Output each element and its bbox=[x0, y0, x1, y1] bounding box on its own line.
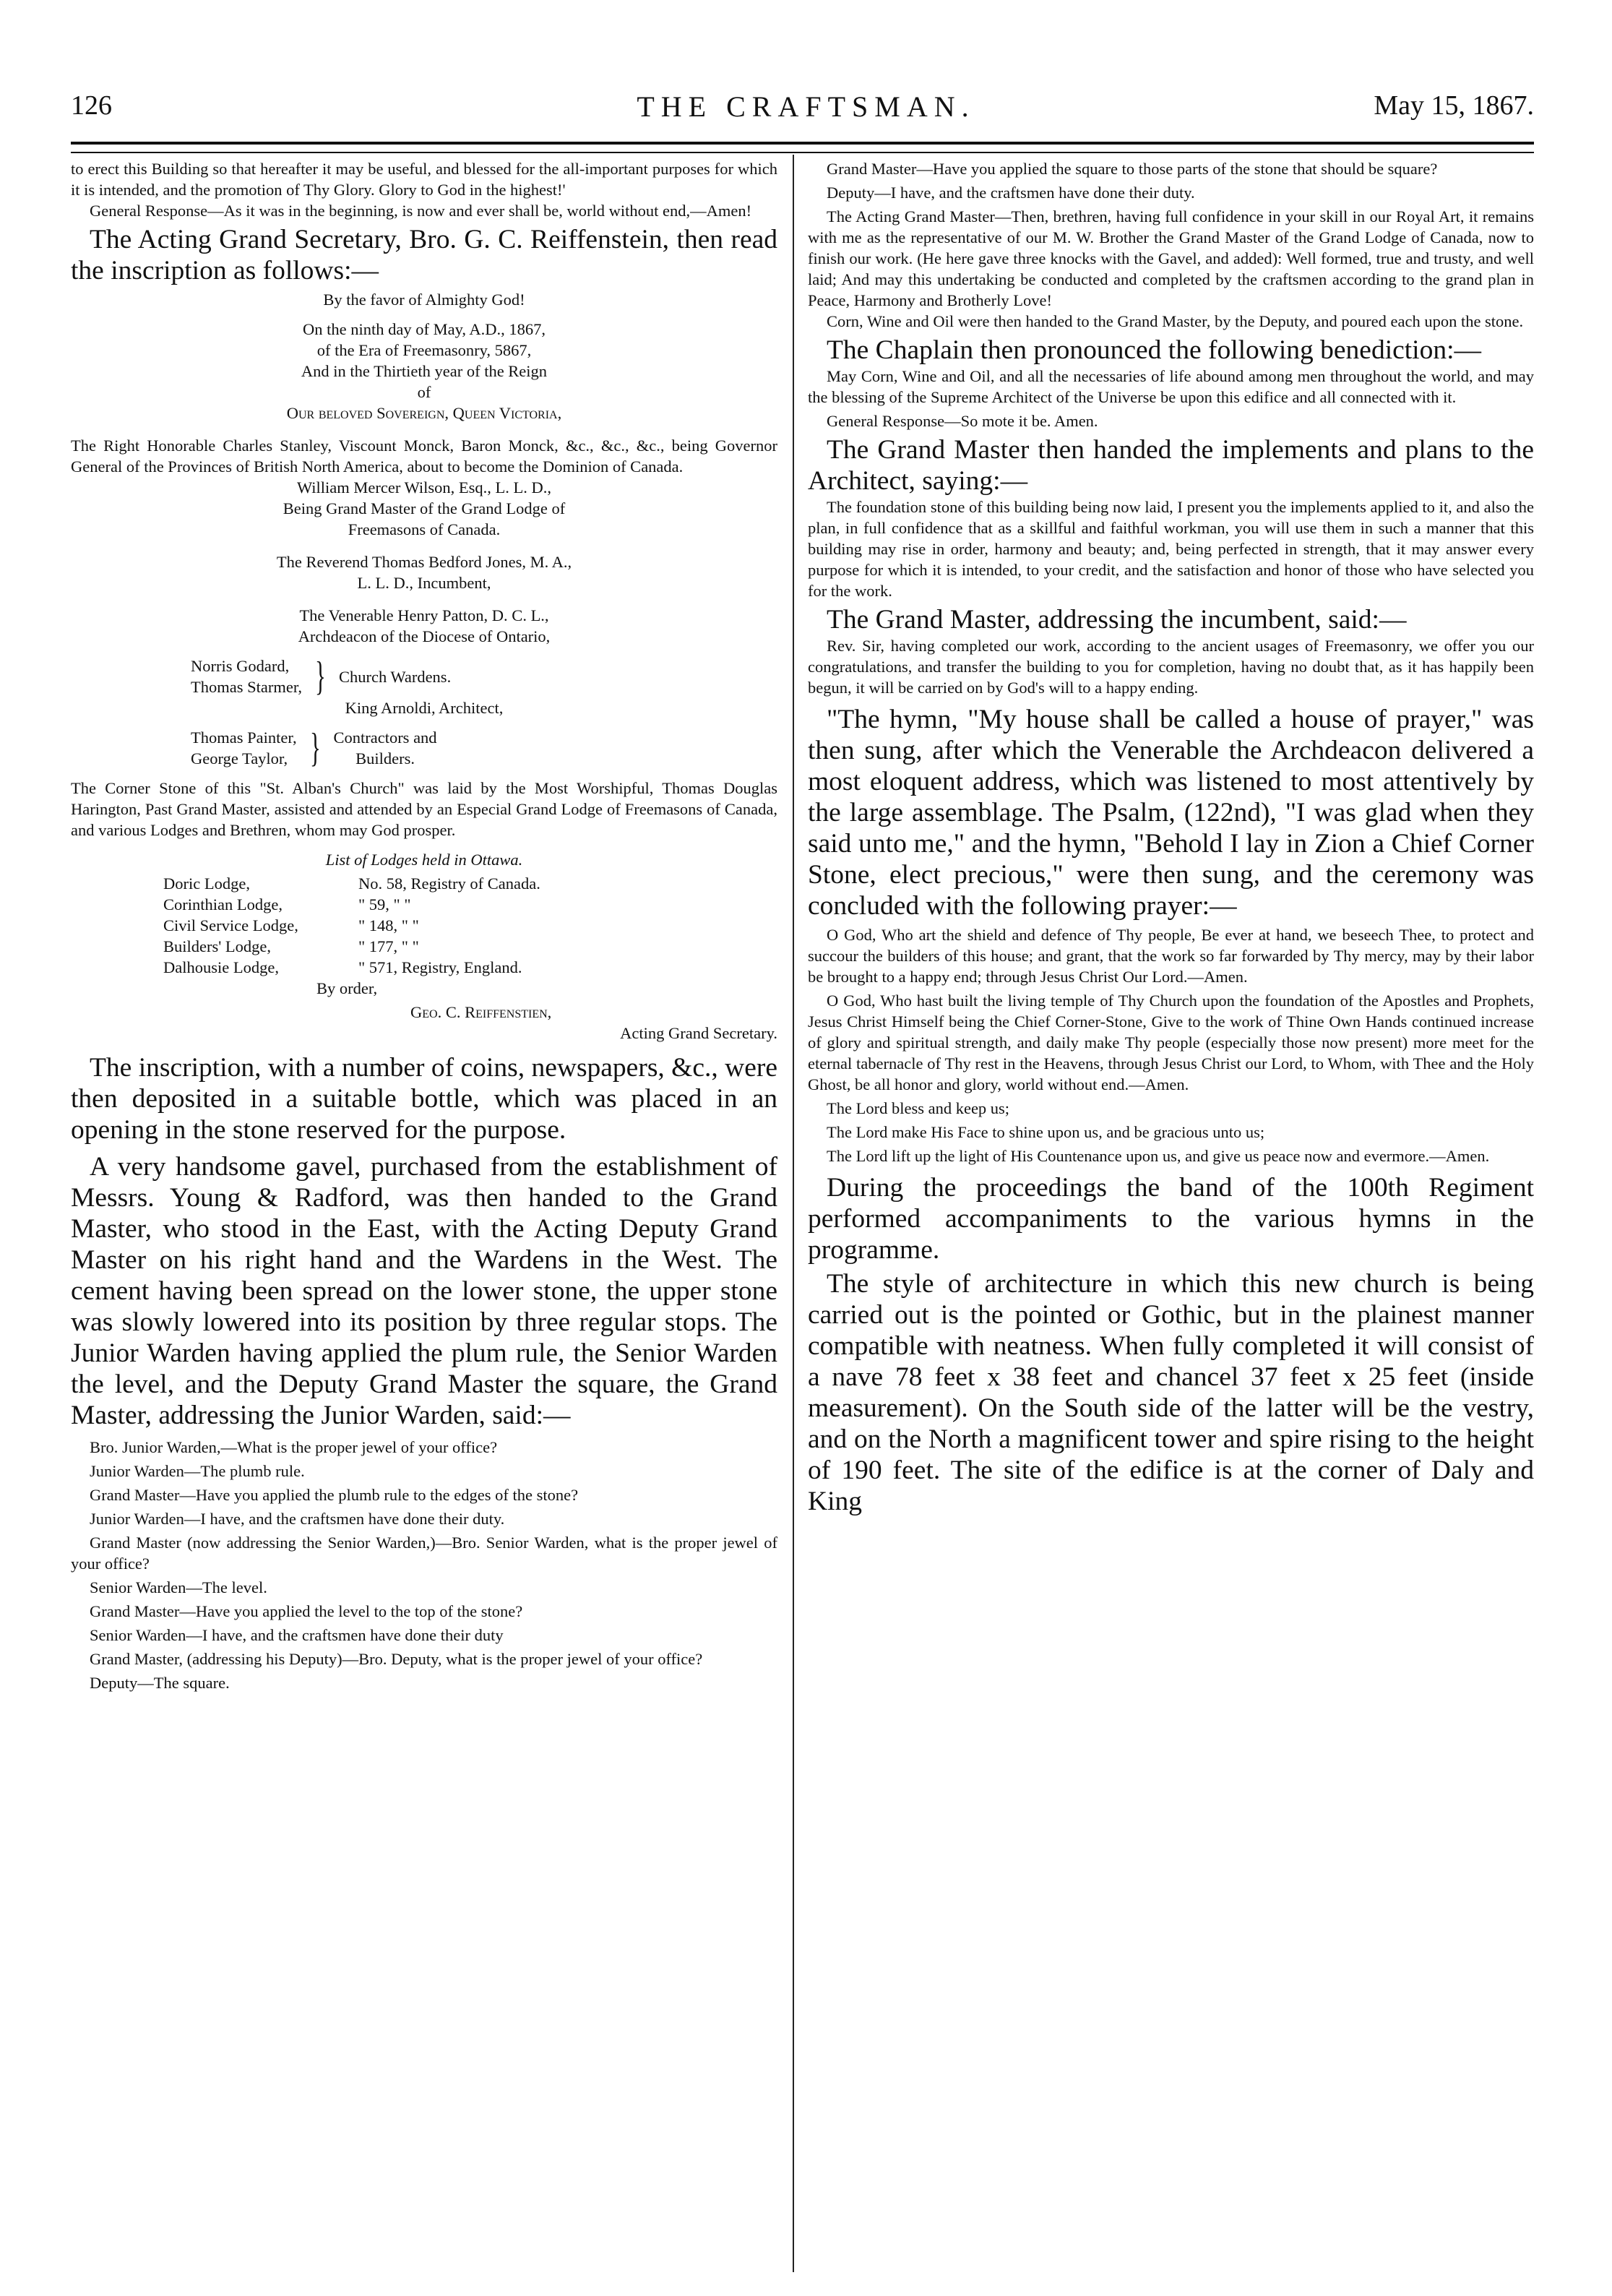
incumbent-intro: The Grand Master, addressing the incumbent, said:— bbox=[827, 605, 1407, 635]
dialogue-line: Grand Master—Have you applied the square to those parts of the stone that should be square? bbox=[827, 160, 1438, 178]
blessing-line: The Lord make His Face to shine upon us, and be gracious unto us; bbox=[827, 1123, 1265, 1141]
page-number: 126 bbox=[71, 90, 112, 121]
lodge-row bbox=[163, 873, 777, 894]
inscription-line: Being Grand Master of the Grand Lodge of bbox=[283, 499, 566, 517]
dialogue-line: Deputy—The square. bbox=[90, 1674, 230, 1692]
signature-name: Geo. C. Reiffenstien, bbox=[410, 1003, 552, 1021]
warden-name: Norris Godard, bbox=[191, 657, 290, 675]
dialogue-line: Grand Master (now addressing the Senior Warden,)—Bro. Senior Warden, what is the proper jewel of your office? bbox=[71, 1534, 777, 1573]
corn-wine-oil: Corn, Wine and Oil were then handed to the Grand Master, by the Deputy, and poured each upon the stone. bbox=[827, 312, 1524, 330]
page-header bbox=[0, 90, 1612, 133]
header-rule-thick bbox=[71, 142, 1534, 145]
lodge-name: Dalhousie Lodge, bbox=[163, 958, 279, 976]
inscription-line: of the Era of Freemasonry, 5867, bbox=[316, 341, 532, 359]
blessing-line: The Lord bless and keep us; bbox=[827, 1099, 1010, 1117]
column-divider bbox=[793, 155, 794, 2272]
inscription-line: The Reverend Thomas Bedford Jones, M. A., bbox=[276, 553, 572, 571]
prayer: O God, Who hast built the living temple of Thy Church upon the foundation of the Apostles and Prophets, Jesus Christ Himself being the Chief Corner-Stone, Give to the work of Thine Own Hands continued increase of glory and spiritual strength, and daily make Thy people (especially those now present) more meet for the eternal tabernacle of Thy rest in the Heavens, through Jesus Christ our Lord, to Whom, with Thee and the Holy Ghost, be all honor and glory, world without end.—Amen. bbox=[808, 992, 1534, 1093]
lodge-detail: " 571, Registry, England. bbox=[358, 958, 522, 976]
prayer: O God, Who art the shield and defence of Thy people, Be ever at hand, we beseech Thee, to protect and succour the builders of this house; and grant, that the work so far forwarded by Thy mercy, may by their labor be brought to a happy end; through Jesus Christ Our Lord.—Amen. bbox=[808, 926, 1534, 986]
inscription-line: Archdeacon of the Diocese of Ontario, bbox=[298, 627, 551, 645]
dialogue-line: Senior Warden—The level. bbox=[90, 1578, 267, 1596]
chaplain-intro: The Chaplain then pronounced the following benediction:— bbox=[827, 335, 1482, 365]
lodge-detail: " 59, " " bbox=[358, 895, 411, 913]
blessing-line: The Lord lift up the light of His Countenance upon us, and give us peace now and evermore.—Amen. bbox=[827, 1147, 1490, 1165]
lodge-name: Civil Service Lodge, bbox=[163, 916, 298, 934]
lodge-detail: " 177, " " bbox=[358, 937, 419, 955]
dialogue-line: Grand Master—Have you applied the plumb rule to the edges of the stone? bbox=[90, 1486, 579, 1504]
inscription-deposit-paragraph: The inscription, with a number of coins, newspapers, &c., were then deposited in a suitable bottle, which was placed in an opening in the stone reserved for the purpose. bbox=[71, 1053, 777, 1145]
dialogue-line: Grand Master—Have you applied the level to the top of the stone? bbox=[90, 1602, 523, 1620]
builders-label: Contractors and bbox=[333, 728, 437, 747]
acting-grand-master-speech: The Acting Grand Master—Then, brethren, having full confidence in your skill in our Royal Art, it remains with me as the representative of our M. W. Brother the Grand Master of the Grand Lodge of Canada, now to finish our work. (He here gave three knocks with the Gavel, and added): Well formed, true and trusty, and well laid; And may this undertaking be conducted and completed by the craftsmen according to the grand plan in Peace, Harmony and Brotherly Love! bbox=[808, 207, 1534, 309]
benediction: May Corn, Wine and Oil, and all the necessaries of life abound among men throughout the world, and may the blessing of the Supreme Architect of the Universe be upon this edifice and all connected with it. bbox=[808, 367, 1534, 406]
dialogue-line: Junior Warden—I have, and the craftsmen have done their duty. bbox=[90, 1510, 505, 1528]
hymn-paragraph: "The hymn, "My house shall be called a house of prayer," was then sung, after which the Venerable the Archdeacon delivered a most eloquent address, which was listened to most attentively by the large assemblage. The Psalm, (122nd), "I was glad when they said unto me," and the hymn, "Behold I lay in Zion a Chief Corner Stone, elect precious," were then sung, and the ceremony was concluded with the following prayer:— bbox=[808, 705, 1534, 921]
lodge-name: Builders' Lodge, bbox=[163, 937, 272, 955]
lodge-row bbox=[163, 957, 777, 978]
lodge-name: Doric Lodge, bbox=[163, 874, 250, 893]
inscription-intro: The Acting Grand Secretary, Bro. G. C. Reiffenstein, then read the inscription as follows:— bbox=[71, 225, 777, 285]
gavel-paragraph: A very handsome gavel, purchased from the establishment of Messrs. Young & Radford, was then handed to the Grand Master, who stood in the East, with the Acting Deputy Grand Master on his right hand and the Wardens in the West. The cement having been spread on the lower stone, the upper stone was slowly lowered into its position by three regular stops. The Junior Warden having applied the plum rule, the Senior Warden the level, and the Deputy Grand Master the square, the Grand Master, addressing the Junior Warden, said:— bbox=[71, 1152, 777, 1430]
lodges-list bbox=[163, 873, 777, 978]
inscription-line: William Mercer Wilson, Esq., L. L. D., bbox=[296, 478, 552, 496]
builder-name: George Taylor, bbox=[191, 749, 288, 768]
dialogue-line: Senior Warden—I have, and the craftsmen have done their duty bbox=[90, 1626, 504, 1644]
builder-name: Thomas Painter, bbox=[191, 728, 297, 747]
inscription-line: L. L. D., Incumbent, bbox=[357, 574, 491, 592]
dialogue-line: Junior Warden—The plumb rule. bbox=[90, 1462, 305, 1480]
corner-stone-paragraph: The Corner Stone of this "St. Alban's Church" was laid by the Most Worshipful, Thomas Douglas Harington, Past Grand Master, assisted and attended by an Especial Grand Lodge of Freemasons of Canada, and various Lodges and Brethren, whom may God prosper. bbox=[71, 779, 777, 839]
general-response: General Response—As it was in the beginning, is now and ever shall be, world without end,—Amen! bbox=[90, 202, 752, 220]
signature-title: Acting Grand Secretary. bbox=[620, 1024, 777, 1042]
builders-label: Builders. bbox=[355, 749, 415, 768]
inscription-line: By the favor of Almighty God! bbox=[323, 291, 525, 309]
brace-glyph: } bbox=[315, 654, 326, 699]
lodge-row bbox=[163, 894, 777, 915]
architect-speech: The foundation stone of this building being now laid, I present you the implements applied to it, and also the plan, in full confidence that as a skillful and faithful workman, you will use them in such a manner that this building may rise in order, harmony and beauty; and, being perfected in strength, that it may answer every purpose for which it is intended, to your credit, and the satisfaction and honor of those who have selected you for the work. bbox=[808, 498, 1534, 600]
wardens-label: Church Wardens. bbox=[338, 667, 452, 686]
dialogue-line: Deputy—I have, and the craftsmen have done their duty. bbox=[827, 184, 1195, 202]
lodges-title: List of Lodges held in Ottawa. bbox=[325, 851, 523, 869]
inscription-line: On the ninth day of May, A.D., 1867, bbox=[302, 320, 546, 338]
lodge-row bbox=[163, 915, 777, 936]
inscription-line: of bbox=[417, 383, 431, 401]
general-response: General Response—So mote it be. Amen. bbox=[827, 412, 1098, 430]
church-wardens-block bbox=[191, 655, 777, 697]
architect-line: King Arnoldi, Architect, bbox=[345, 699, 504, 717]
inscription-line: Freemasons of Canada. bbox=[348, 520, 501, 538]
lodge-detail: " 148, " " bbox=[358, 916, 419, 934]
right-column bbox=[808, 158, 1534, 2269]
incumbent-speech: Rev. Sir, having completed our work, according to the ancient usages of Freemasonry, we offer you our congratulations, and transfer the building to you for completion, having no doubt that, as it has happily been begun, it will be carried on by God's will to a happy ending. bbox=[808, 637, 1534, 697]
inscription-line: And in the Thirtieth year of the Reign bbox=[301, 362, 548, 380]
inscription-block bbox=[71, 289, 777, 769]
lodge-detail: No. 58, Registry of Canada. bbox=[358, 874, 540, 893]
prayer-ending: to erect this Building so that hereafter it may be useful, and blessed for the all-important purposes for which it is intended, and the promotion of Thy Glory. Glory to God in the highest!' bbox=[71, 160, 777, 199]
warden-name: Thomas Starmer, bbox=[191, 678, 303, 696]
architecture-paragraph: The style of architecture in which this new church is being carried out is the pointed or Gothic, but in the plainest manner compatible with neatness. When fully completed it will consist of a nave 78 feet x 38 feet and chancel 37 feet x 25 feet (inside measurement). On the South side of the latter will be the vestry, and on the North a magnificent tower and spire rising to the height of 190 feet. The site of the edifice is at the corner of Daly and King bbox=[808, 1269, 1534, 1516]
inscription-line: Our beloved Sovereign, Queen Victoria, bbox=[286, 404, 562, 422]
lodge-row bbox=[163, 936, 777, 957]
brace-glyph: } bbox=[309, 726, 321, 770]
dialogue-line: Grand Master, (addressing his Deputy)—Bro. Deputy, what is the proper jewel of your office? bbox=[90, 1650, 703, 1668]
inscription-line: The Venerable Henry Patton, D. C. L., bbox=[299, 606, 549, 624]
dialogue-line: Bro. Junior Warden,—What is the proper jewel of your office? bbox=[90, 1438, 498, 1456]
lodge-name: Corinthian Lodge, bbox=[163, 895, 283, 913]
header-rule-thin bbox=[71, 152, 1534, 153]
band-paragraph: During the proceedings the band of the 100th Regiment performed accompaniments to the various hymns in the programme. bbox=[808, 1173, 1534, 1265]
publication-title: THE CRAFTSMAN. bbox=[637, 90, 975, 123]
left-column bbox=[71, 158, 777, 2269]
by-order: By order, bbox=[316, 979, 378, 997]
builders-block bbox=[191, 727, 777, 769]
issue-date: May 15, 1867. bbox=[1374, 90, 1534, 121]
architect-intro: The Grand Master then handed the implements and plans to the Architect, saying:— bbox=[808, 435, 1534, 496]
inscription-governor: The Right Honorable Charles Stanley, Viscount Monck, Baron Monck, &c., &c., &c., being Governor General of the Provinces of British North America, about to become the Dominion of Canada. bbox=[71, 437, 777, 476]
